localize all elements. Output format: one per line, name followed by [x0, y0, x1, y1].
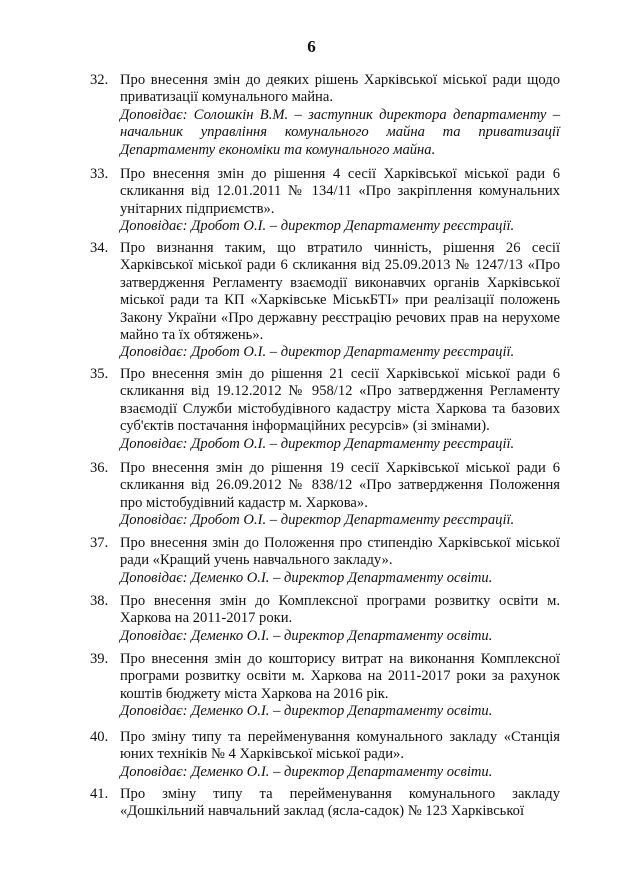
- item-number: 41.: [90, 786, 109, 802]
- item-number: 33.: [90, 166, 109, 182]
- item-speaker: Доповідає: Дробот О.І. – директор Департаменту реєстрації.: [120, 218, 515, 235]
- agenda-item: [90, 166, 560, 236]
- item-title: Про внесення змін до рішення 19 сесії Харківської міської ради 6 скликання від 26.09.2012 № 838/12 «Про затвердження Положення про містобудівний кадастр м. Харкова».: [120, 460, 560, 511]
- item-title: Про зміну типу та перейменування комунального закладу «Станція юних техніків № 4 Харківської міської ради».: [120, 729, 560, 763]
- item-number: 36.: [90, 460, 109, 476]
- item-number: 37.: [90, 535, 109, 551]
- item-number: 39.: [90, 651, 109, 667]
- agenda-item: [90, 366, 560, 453]
- agenda-item: [90, 460, 560, 530]
- page-number: 6: [307, 37, 316, 56]
- item-speaker: Доповідає: Дробот О.І. – директор Департаменту реєстрації.: [120, 512, 515, 529]
- item-speaker: Доповідає: Дробот О.І. – директор Департаменту реєстрації.: [120, 435, 515, 452]
- item-speaker: Доповідає: Деменко О.І. – директор Департаменту освіти.: [120, 627, 493, 644]
- agenda-item: [90, 535, 560, 587]
- item-speaker: Доповідає: Дробот О.І. – директор Департаменту реєстрації.: [120, 344, 515, 361]
- agenda-item: [90, 786, 560, 821]
- agenda-item: [90, 651, 560, 721]
- item-speaker: Доповідає: Деменко О.І. – директор Департаменту освіти.: [120, 763, 493, 780]
- agenda-item: [90, 729, 560, 781]
- item-number: 35.: [90, 366, 109, 382]
- item-title: Про внесення змін до Комплексної програми розвитку освіти м. Харкова на 2011-2017 роки.: [120, 593, 560, 627]
- item-title: Про внесення змін до деяких рішень Харківської міської ради щодо приватизації комунального майна.: [120, 72, 560, 106]
- item-title: Про внесення змін до Положення про стипендію Харківської міської ради «Кращий учень навчального закладу».: [120, 535, 560, 569]
- item-number: 32.: [90, 72, 109, 88]
- item-speaker: Доповідає: Деменко О.І. – директор Департаменту освіти.: [120, 703, 493, 720]
- item-title: Про визнання таким, що втратило чинність, рішення 26 сесії Харківської міської ради 6 скликання від 25.09.2013 № 1247/13 «Про затвердження Регламенту взаємодії виконавчих органів Харківської міської ради та КП «Харківське МіськБТІ» при реалізації положень Закону України «Про державну реєстрацію речових прав на нерухоме майно та їх обтяжень».: [120, 240, 560, 344]
- item-title: Про зміну типу та перейменування комунального закладу «Дошкільний навчальний заклад (ясла-садок) № 123 Харківської: [120, 786, 560, 820]
- item-title: Про внесення змін до кошторису витрат на виконання Комплексної програми розвитку освіти м. Харкова на 2011-2017 роки за рахунок коштів бюджету міста Харкова на 2016 рік.: [120, 651, 560, 702]
- item-speaker: Доповідає: Деменко О.І. – директор Департаменту освіти.: [120, 569, 493, 586]
- item-number: 40.: [90, 729, 109, 745]
- agenda-item: [90, 593, 560, 645]
- item-speaker: Доповідає: Солошкін В.М. – заступник директора департаменту – начальник управління комунального майна та приватизації Департаменту економіки та комунального майна.: [120, 106, 560, 158]
- item-title: Про внесення змін до рішення 4 сесії Харківської міської ради 6 скликання від 12.01.2011 № 134/11 «Про закріплення комунальних унітарних підприємств».: [120, 166, 560, 217]
- item-title: Про внесення змін до рішення 21 сесії Харківської міської ради 6 скликання від 19.12.2012 № 958/12 «Про затвердження Регламенту взаємодії Служби містобудівного кадастру міста Харкова та базових суб'єктів постачання інформаційних ресурсів» (зі змінами).: [120, 366, 560, 435]
- item-number: 38.: [90, 593, 109, 609]
- item-number: 34.: [90, 240, 109, 256]
- agenda-item: [90, 240, 560, 362]
- agenda-item: [90, 72, 560, 159]
